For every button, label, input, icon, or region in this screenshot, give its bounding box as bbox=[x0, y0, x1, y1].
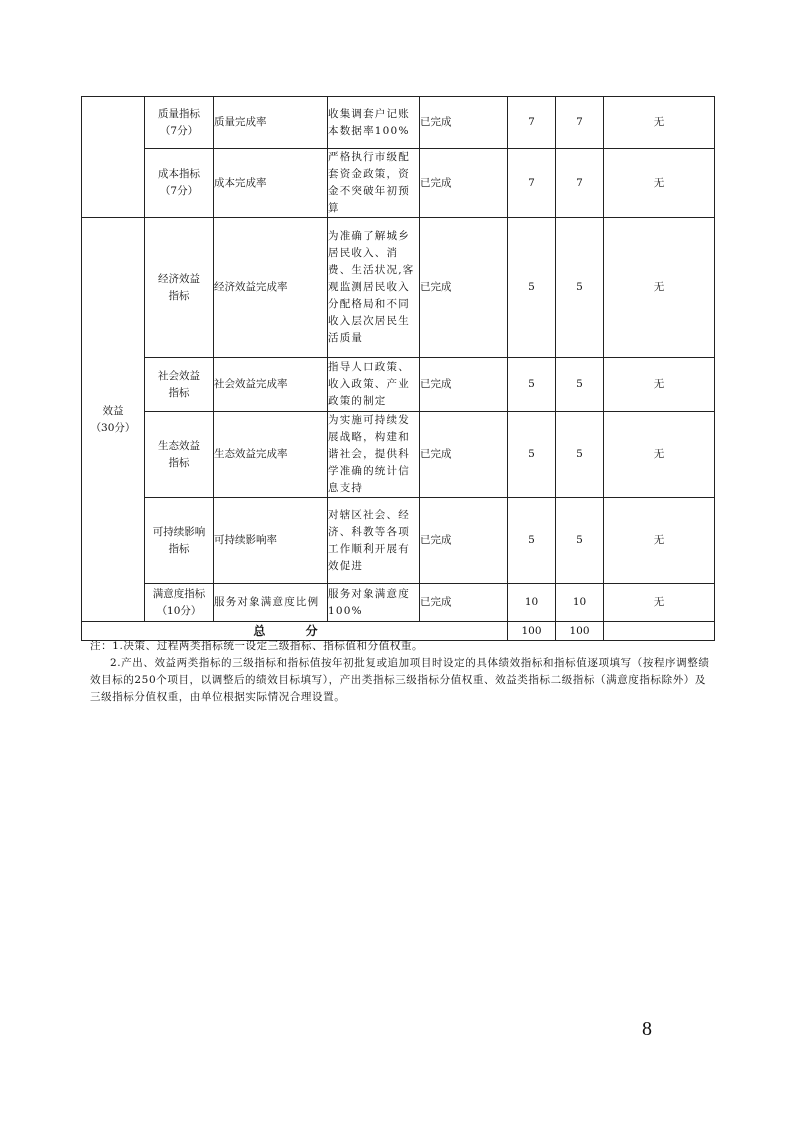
remark: 无 bbox=[604, 498, 715, 584]
completion-status: 已完成 bbox=[420, 149, 508, 218]
score-value: 7 bbox=[556, 149, 604, 218]
indicator-target: 对辖区社会、经济、科教等各项工作顺利开展有效促进 bbox=[328, 498, 420, 584]
level2-indicator: 满意度指标 （10分） bbox=[145, 584, 214, 622]
level3-indicator: 服务对象满意度比例 bbox=[214, 584, 328, 622]
level3-indicator: 经济效益完成率 bbox=[214, 218, 328, 358]
completion-status: 已完成 bbox=[420, 358, 508, 412]
total-score: 100 bbox=[556, 622, 604, 641]
score-value: 5 bbox=[556, 218, 604, 358]
footnotes bbox=[90, 638, 710, 706]
completion-status: 已完成 bbox=[420, 584, 508, 622]
weight-value: 5 bbox=[508, 358, 556, 412]
level2-indicator: 社会效益 指标 bbox=[145, 358, 214, 412]
remark: 无 bbox=[604, 358, 715, 412]
completion-status: 已完成 bbox=[420, 97, 508, 149]
weight-value: 10 bbox=[508, 584, 556, 622]
table-row bbox=[82, 97, 715, 149]
weight-value: 7 bbox=[508, 149, 556, 218]
level1-cell bbox=[82, 97, 145, 218]
weight-value: 5 bbox=[508, 218, 556, 358]
weight-value: 5 bbox=[508, 498, 556, 584]
score-value: 7 bbox=[556, 97, 604, 149]
level2-indicator: 可持续影响 指标 bbox=[145, 498, 214, 584]
level2-indicator: 经济效益 指标 bbox=[145, 218, 214, 358]
indicator-target: 严格执行市级配套资金政策，资金不突破年初预算 bbox=[328, 149, 420, 218]
remark: 无 bbox=[604, 584, 715, 622]
page-number: 8 bbox=[642, 1018, 652, 1040]
indicator-target: 指导人口政策、收入政策、产业政策的制定 bbox=[328, 358, 420, 412]
level3-indicator: 生态效益完成率 bbox=[214, 412, 328, 498]
remark: 无 bbox=[604, 412, 715, 498]
level2-indicator: 质量指标 （7分） bbox=[145, 97, 214, 149]
level3-indicator: 社会效益完成率 bbox=[214, 358, 328, 412]
level1-benefit: 效益 （30分） bbox=[82, 218, 145, 622]
level3-indicator: 可持续影响率 bbox=[214, 498, 328, 584]
table-row bbox=[82, 358, 715, 412]
performance-table bbox=[81, 96, 715, 641]
remark: 无 bbox=[604, 149, 715, 218]
score-value: 10 bbox=[556, 584, 604, 622]
table-row bbox=[82, 218, 715, 358]
indicator-target: 为实施可持续发展战略，构建和谐社会，提供科学准确的统计信息支持 bbox=[328, 412, 420, 498]
weight-value: 7 bbox=[508, 97, 556, 149]
level3-indicator: 成本完成率 bbox=[214, 149, 328, 218]
remark: 无 bbox=[604, 218, 715, 358]
indicator-target: 服务对象满意度100% bbox=[328, 584, 420, 622]
table-row bbox=[82, 412, 715, 498]
score-value: 5 bbox=[556, 358, 604, 412]
table-row bbox=[82, 149, 715, 218]
score-value: 5 bbox=[556, 498, 604, 584]
indicator-target: 为准确了解城乡居民收入、消费、生活状况,客观监测居民收入分配格局和不同收入层次居民生活质量 bbox=[328, 218, 420, 358]
table-row bbox=[82, 498, 715, 584]
total-label: 总 分 bbox=[82, 622, 508, 641]
level2-indicator: 成本指标 （7分） bbox=[145, 149, 214, 218]
weight-value: 5 bbox=[508, 412, 556, 498]
completion-status: 已完成 bbox=[420, 218, 508, 358]
completion-status: 已完成 bbox=[420, 498, 508, 584]
level3-indicator: 质量完成率 bbox=[214, 97, 328, 149]
indicator-target: 收集调套户记账本数据率100% bbox=[328, 97, 420, 149]
score-value: 5 bbox=[556, 412, 604, 498]
footnote-2: 2.产出、效益两类指标的三级指标和指标值按年初批复或追加项目时设定的具体绩效指标和指标值逐项填写（按程序调整绩效目标的250个项目，以调整后的绩效目标填写），产出类指标三级指标分值权重、效益类指标二级指标（满意度指标除外）及三级指标分值权重，由单位根据实际情况合理设置。 bbox=[90, 657, 710, 703]
remark: 无 bbox=[604, 97, 715, 149]
total-weight: 100 bbox=[508, 622, 556, 641]
footnote-1: 注：1.决策、过程两类指标统一设定三级指标、指标值和分值权重。 bbox=[90, 640, 424, 652]
completion-status: 已完成 bbox=[420, 412, 508, 498]
level2-indicator: 生态效益 指标 bbox=[145, 412, 214, 498]
table-row bbox=[82, 584, 715, 622]
